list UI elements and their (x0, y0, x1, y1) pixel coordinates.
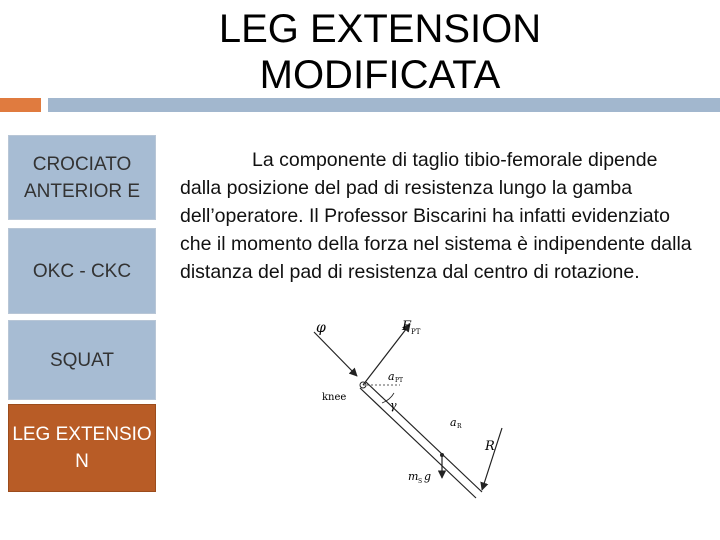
slide-body-text (180, 146, 700, 286)
apt-subscript: PT (395, 377, 404, 384)
mg-label: m (408, 470, 419, 483)
sidebar-item-label: LEG EXTENSIO N (12, 424, 152, 472)
fpt-subscript: PT (411, 328, 421, 336)
slide-title (150, 6, 610, 98)
sidebar-item-leg-extension[interactable] (8, 404, 156, 492)
ar-label: a (450, 416, 457, 429)
gamma-label: γ (390, 399, 397, 412)
apt-label: a (388, 370, 395, 383)
slide-title-line2: MODIFICATA (259, 53, 501, 97)
slide-body-paragraph: La componente di taglio tibio-femorale dipende dalla posizione del pad di resistenza lungo la gamba dell’operatore. Il Professor Biscarini ha infatti evidenziato che il momento della forza nel sistema è indipendente dalla distanza del pad di resistenza dal centro di rotazione. (180, 149, 692, 283)
knee-label: knee (322, 392, 347, 403)
phi-arrow (314, 332, 357, 376)
sidebar-item-crociato-anteriore[interactable] (8, 135, 156, 220)
sidebar-item-squat[interactable] (8, 320, 156, 400)
phi-label: φ (316, 320, 326, 336)
reaction-force-arrow (482, 428, 502, 490)
sidebar-item-okc-ckc[interactable] (8, 228, 156, 314)
leg-extension-force-diagram (290, 310, 520, 505)
title-divider (48, 98, 720, 112)
slide-title-line1: LEG EXTENSION (218, 7, 542, 51)
sidebar-item-label: CROCIATO ANTERIOR E (23, 153, 141, 202)
fpt-label: F (402, 319, 412, 334)
sidebar-item-label: OKC - CKC (32, 260, 132, 282)
mg-g-label: g (424, 470, 432, 483)
r-label: R (485, 439, 495, 454)
sidebar-item-label: SQUAT (49, 349, 115, 371)
mg-subscript: S (418, 478, 423, 485)
title-divider-accent (0, 98, 41, 112)
ar-subscript: R (457, 423, 462, 430)
